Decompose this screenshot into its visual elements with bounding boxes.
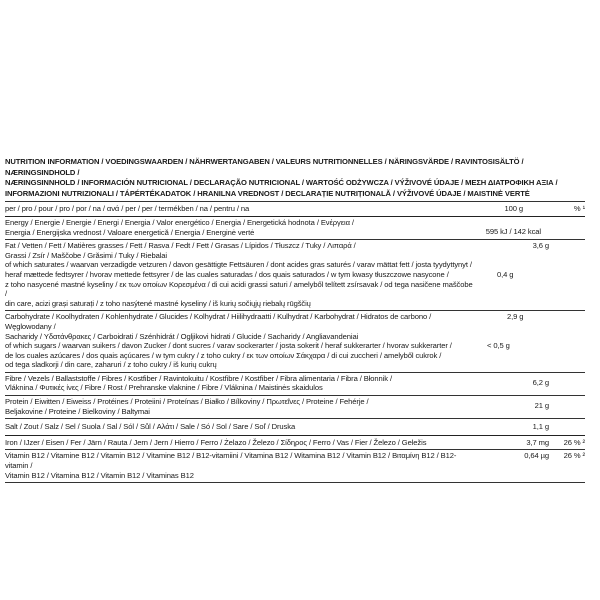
per-percent: % ¹ bbox=[573, 204, 585, 214]
carbohydrate-amount: 2,9 g bbox=[507, 312, 524, 322]
title-line: NÆRINGSINNHOLD / INFORMACIÓN NUTRICIONAL / DECLARAÇÃO NUTRICIONAL / WARTOŚĆ ODŻYWCZA / VÝŽIVOVÉ ÚDAJE / ΜΕΣΗ ΔΙΑΤΡΟΦΙΚΗ ΑΞΙΑ / bbox=[5, 178, 558, 188]
fibre-amount: 6,2 g bbox=[532, 377, 549, 387]
per-amount: 100 g bbox=[504, 204, 523, 214]
salt-amount: 1,1 g bbox=[532, 422, 549, 432]
vitamin-b12-label-line: Vitamin B12 / Vitamine B12 / Vitamin B12 / Vitamine B12 / B12-vitamiini / Vitamina B12 / Witamina B12 / Vitamin B12 / Βιταμίνη B12 / B12-vitamin / bbox=[5, 451, 457, 471]
title-line: NUTRITION INFORMATION / VOEDINGSWAARDEN / NÄHRWERTANGABEN / VALEURS NUTRITIONNELLES / NÄRINGSVÄRDE / RAVINTOSISÄLTÖ / NÆRINGSINDHOLD / bbox=[5, 157, 524, 177]
carbohydrate-label-line: Sacharidy / Υδατάνθρακες / Carboidrati / Szénhidrát / Ogljikovi hidrati / Glucide / Sacharidy / Angliavandeniai bbox=[5, 331, 359, 341]
protein-amount: 21 g bbox=[534, 401, 549, 411]
salt-label-line: Salt / Zout / Salz / Sel / Suola / Sal / Sól / Sůl / Αλάτι / Sale / Só / Sol / Sare / Soľ / Druska bbox=[5, 422, 296, 432]
fat-row bbox=[5, 240, 585, 310]
fat-label-line: of which saturates / waarvan verzadigde vetzuren / davon gesättigte Fettsäuren / dont acides gras saturés / varav mättat fett / josta tyydyttynyt / bbox=[5, 260, 472, 270]
iron-percent: 26 % ² bbox=[563, 437, 585, 447]
fat-label-line: Grassi / Zsír / Maščobe / Grăsimi / Tuky / Riebalai bbox=[5, 250, 168, 260]
fat-label-line: din care, acizi grași saturați / z toho nasýtené mastné kyseliny / iš kurių sočiųjų riebalų rūgščių bbox=[5, 298, 311, 308]
energy-label-line: Energy / Energie / Energie / Energi / Energia / Valor energético / Energia / Energetická hodnota / Ενέργεια / bbox=[5, 217, 354, 227]
saturates-amount: 0,4 g bbox=[497, 270, 514, 280]
carbohydrate-label-line: de los cuales azúcares / dos quais açúcares / w tym cukry / z toho cukry / εκ των οποίων Σάκχαρα / di cui zuccheri / amelyből cukrok / bbox=[5, 350, 442, 360]
divider bbox=[5, 482, 585, 483]
energy-amount: 595 kJ / 142 kcal bbox=[485, 226, 541, 236]
carbohydrate-label-line: od tega sladkorji / din care, zaharuri / z toho cukry / iš kurių cukrų bbox=[5, 360, 217, 370]
fat-label-line: z toho nasycené mastné kyseliny / εκ των οποίων Κορεσμένα / di cui acidi grassi saturi / amelyből telített zsírsavak / od tega nasičene maščobe / bbox=[5, 279, 473, 299]
sugars-amount: < 0,5 g bbox=[487, 341, 510, 351]
iron-label-line: Iron / IJzer / Eisen / Fer / Järn / Rauta / Jern / Jern / Hierro / Ferro / Żelazo / Železo / Σίδηρος / Ferro / Vas / Fier / Železo / Geležis bbox=[5, 437, 427, 447]
carbohydrate-label-line: Carbohydrate / Koolhydraten / Kohlenhydrate / Glucides / Kolhydrat / Hiilihydraatti / Kulhydrat / Karbohydrat / Hidratos de carbono / Węglowodany / bbox=[5, 312, 432, 331]
fat-amount: 3,6 g bbox=[532, 241, 549, 251]
per-label: per / pro / pour / pro / por / na / ανά / per / per / termékben / na / pentru / na bbox=[5, 204, 250, 214]
fibre-label-line: Fibre / Vezels / Ballaststoffe / Fibres / Kostfiber / Ravintokuitu / Kostfibre / Kostfiber / Fibra alimentaria / Fibra / Błonnik / bbox=[5, 373, 392, 383]
salt-row bbox=[5, 419, 585, 435]
iron-row bbox=[5, 436, 585, 450]
iron-amount: 3,7 mg bbox=[526, 437, 549, 447]
energy-row bbox=[5, 217, 585, 239]
fat-label-line: Fat / Vetten / Fett / Matières grasses / Fett / Rasva / Fedt / Fett / Grasas / Lípidos / Tłuszcz / Tuky / Λιπαρά / bbox=[5, 241, 356, 251]
nutrition-panel bbox=[5, 157, 585, 483]
carbohydrate-label-line: of which sugars / waarvan suikers / davon Zucker / dont sucres / varav sockerarter / josta sokerit / heraf sukkerarter / hvorav sukkerarter / bbox=[5, 341, 452, 351]
protein-row bbox=[5, 396, 585, 418]
vitamin-b12-row bbox=[5, 450, 585, 482]
fat-label-line: heraf mættede fedtsyrer / hvorav mettede fettsyrer / de las cuales saturadas / dos quais saturados / w tym kwasy tłuszczowe nasycone / bbox=[5, 269, 449, 279]
fibre-row bbox=[5, 373, 585, 395]
fibre-label-line: Vláknina / Φυτικές ίνες / Fibre / Rost / Prehranske vlaknine / Fibre / Vláknina / Maistinės skaidulos bbox=[5, 383, 323, 393]
energy-label-line: Energia / Energijska vrednost / Valoare energetică / Energia / Energinė vertė bbox=[5, 227, 255, 237]
carbohydrate-row bbox=[5, 311, 585, 372]
nutrition-title bbox=[5, 157, 585, 199]
vitamin-b12-label-line: Vitamin B12 / Vitamina B12 / Vitamin B12 / Vitaminas B12 bbox=[5, 470, 194, 480]
protein-label-line: Protein / Eiwitten / Eiweiss / Protéines / Proteiini / Proteínas / Białko / Bílkoviny / Πρωτεΐνες / Proteine / Fehérje / bbox=[5, 397, 369, 407]
vitamin-b12-amount: 0,64 µg bbox=[524, 451, 549, 461]
title-line: INFORMAZIONI NUTRIZIONALI / TÁPÉRTÉKADATOK / HRANILNA VREDNOST / DECLARAȚIE NUTRIȚIONALĂ / VÝŽIVOVÉ ÚDAJE / MAISTINĖ VERTĖ bbox=[5, 188, 530, 198]
protein-label-line: Beljakovine / Proteine / Bielkoviny / Baltymai bbox=[5, 406, 150, 416]
vitamin-b12-percent: 26 % ² bbox=[563, 451, 585, 461]
per-row bbox=[5, 202, 585, 216]
